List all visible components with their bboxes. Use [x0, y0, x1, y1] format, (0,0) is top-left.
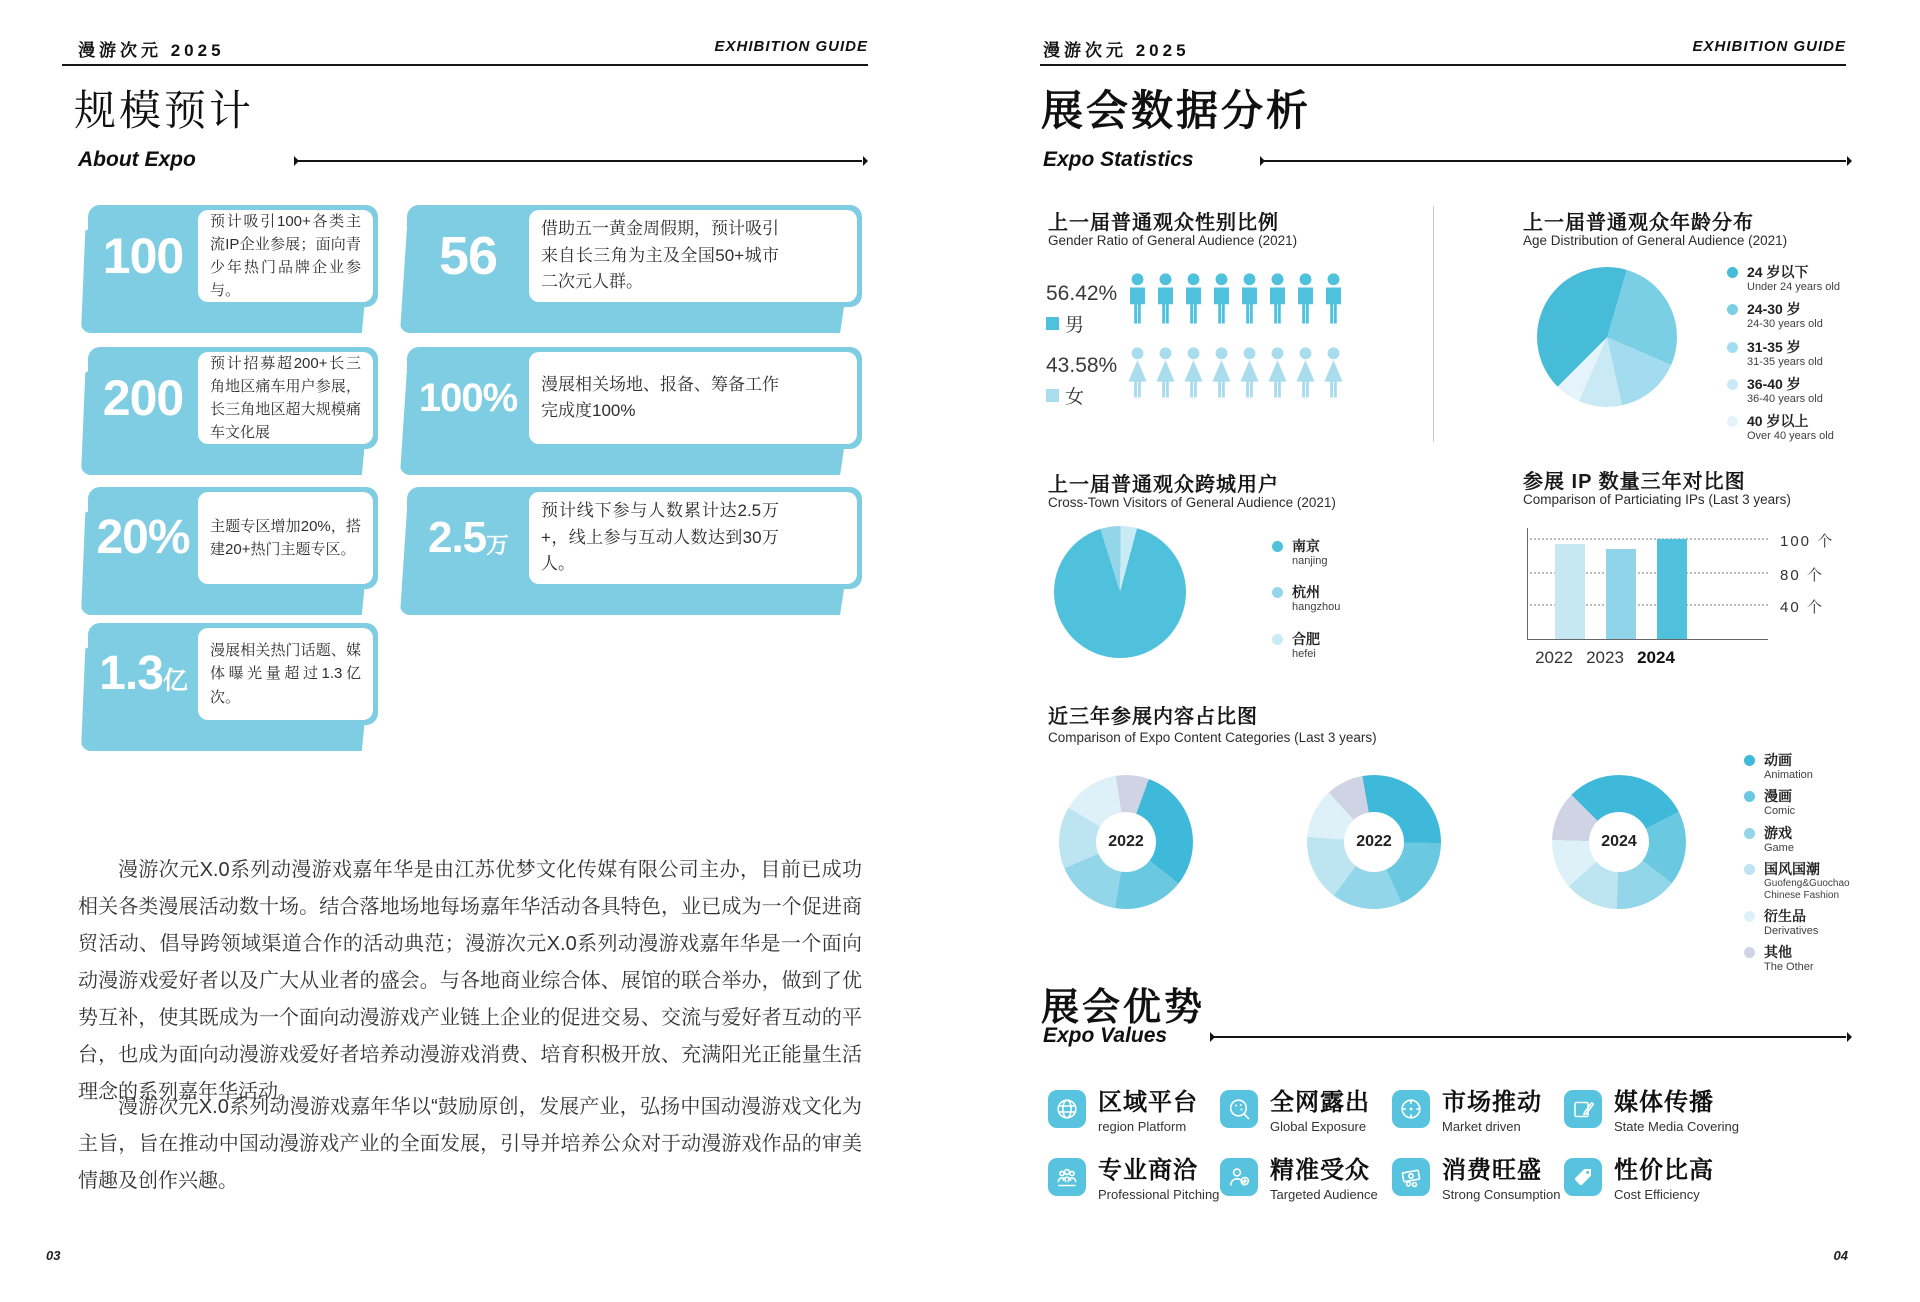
legend-item: 40 岁以上 Over 40 years old [1727, 413, 1840, 443]
intro-paragraph-1: 漫游次元X.0系列动漫游戏嘉年华是由江苏优梦文化传媒有限公司主办，目前已成功相关各类漫展活动数十场。结合落地场地每场嘉年华活动各具特色，业已成为一个促进商贸活动、倡导跨领域渠道合作的活动典范；漫游次元X.0系列动漫游戏嘉年华是一个面向动漫游戏爱好者以及广大从业者的盛会。与各地商业综合体、展馆的联合举办，做到了优势互补，使其既成为一个面向动漫游戏产业链上企业的促进交易、交流与爱好者互动的平台，也成为面向动漫游戏爱好者培养动漫游戏消费、培育积极开放、充满阳光正能量生活理念的系列嘉年华活动。 [78, 859, 862, 1103]
crosstown-section-subtitle: Cross-Town Visitors of General Audience (2021) [1048, 495, 1336, 510]
market-gauge-icon [1392, 1090, 1430, 1128]
value-item-targeted-audience [1220, 1158, 1378, 1202]
legend-item: 24 岁以下 Under 24 years old [1727, 264, 1840, 294]
legend-item: 36-40 岁 36-40 years old [1727, 376, 1840, 406]
value-en: State Media Covering [1614, 1119, 1740, 1135]
male-color-swatch [1046, 317, 1059, 330]
value-zh: 专业商洽 [1098, 1157, 1198, 1184]
brand-title-left: 漫游次元 2025 [78, 41, 225, 60]
price-tag-icon [1564, 1158, 1602, 1196]
male-key [1046, 310, 1084, 337]
x-label-2022: 2022 [1535, 648, 1573, 667]
page-subtitle-left: About Expo [78, 148, 196, 171]
age-legend [1727, 264, 1840, 443]
categories-section-title: 近三年参展内容占比图 [1048, 706, 1258, 728]
legend-item: 国风国潮 Guofeng&Guochao Chinese Fashion [1744, 861, 1856, 902]
stat-text: 主题专区增加20%，搭建20+热门主题专区。 [198, 492, 373, 584]
donut-2024 [1552, 775, 1686, 909]
male-pictograph [1126, 272, 1345, 326]
female-pictograph [1126, 346, 1345, 400]
page-number-right: 04 [1833, 1248, 1848, 1263]
stat-card-itasha [88, 347, 378, 449]
donut-label: 2024 [1601, 833, 1637, 850]
value-en: Strong Consumption [1442, 1187, 1561, 1203]
guide-label-right: EXHIBITION GUIDE [1692, 38, 1846, 55]
gender-section-subtitle: Gender Ratio of General Audience (2021) [1048, 233, 1298, 248]
value-item-global-exposure [1220, 1090, 1370, 1134]
values-title: 展会优势 [1041, 987, 1206, 1029]
page-title-right: 展会数据分析 [1041, 87, 1312, 134]
female-percentage: 43.58% [1046, 354, 1118, 377]
value-en: region Platform [1098, 1119, 1187, 1135]
stat-number: 100 [102, 228, 184, 284]
stat-card-companies [88, 205, 378, 307]
legend-item: 游戏 Game [1744, 825, 1856, 855]
y-label-80: 80 个 [1780, 567, 1824, 584]
female-color-swatch [1046, 389, 1059, 402]
crosstown-legend [1272, 538, 1340, 661]
value-item-professional-pitching [1048, 1158, 1219, 1202]
legend-item: 合肥 hefei [1272, 631, 1340, 661]
stat-text: 漫展相关场地、报备、筹备工作完成度100% [529, 352, 857, 444]
value-en: Targeted Audience [1270, 1187, 1378, 1203]
value-zh: 媒体传播 [1614, 1089, 1714, 1116]
intro-paragraph-2: 漫游次元X.0系列动漫游戏嘉年华以“鼓励原创，发展产业，弘扬中国动漫游戏文化为主旨，旨在推动中国动漫游戏产业的全面发展，引导并培养公众对于动漫游戏作品的审美情趣及创作兴趣。 [78, 1096, 862, 1192]
value-item-media-covering [1564, 1090, 1739, 1134]
value-en: Professional Pitching [1098, 1187, 1220, 1203]
male-percentage: 56.42% [1046, 282, 1118, 305]
value-en: Market driven [1442, 1119, 1521, 1135]
page-subtitle-right: Expo Statistics [1043, 148, 1194, 171]
stat-number: 20% [96, 511, 190, 564]
stat-number: 2.5 万 [427, 513, 509, 562]
x-label-2024: 2024 [1637, 648, 1675, 667]
value-item-strong-consumption [1392, 1158, 1561, 1202]
age-distribution-pie [1537, 267, 1677, 407]
legend-item: 其他 The Other [1744, 944, 1856, 974]
stat-card-media-exposure [88, 623, 378, 725]
ip-bar-chart [1527, 528, 1768, 640]
value-zh: 区域平台 [1098, 1089, 1198, 1116]
stat-text: 漫展相关热门话题、媒体曝光量超过1.3亿次。 [198, 628, 373, 720]
decor-arrow-values [1212, 1036, 1846, 1038]
legend-item: 漫画 Comic [1744, 788, 1856, 818]
money-icon [1392, 1158, 1430, 1196]
value-zh: 性价比高 [1614, 1157, 1714, 1184]
stat-number: 100% [418, 376, 518, 420]
stat-text: 借助五一黄金周假期，预计吸引来自长三角为主及全国50+城市二次元人群。 [529, 210, 857, 302]
guide-label-left: EXHIBITION GUIDE [714, 38, 868, 55]
media-pencil-icon [1564, 1090, 1602, 1128]
male-label: 男 [1065, 315, 1085, 336]
value-item-market-driven [1392, 1090, 1542, 1134]
age-section-title: 上一届普通观众年龄分布 [1523, 212, 1754, 234]
donut-label: 2022 [1356, 833, 1392, 850]
stat-card-readiness [407, 347, 862, 449]
stat-text: 预计招募超200+长三角地区痛车用户参展，长三角地区超大规模痛车文化展 [198, 352, 373, 444]
crosstown-section-title: 上一届普通观众跨城用户 [1048, 474, 1279, 496]
bar-2022 [1555, 544, 1585, 639]
x-label-2023: 2023 [1586, 648, 1624, 667]
page-number-left: 03 [46, 1248, 61, 1263]
person-plus-icon [1220, 1158, 1258, 1196]
gender-section-title: 上一届普通观众性别比例 [1048, 212, 1279, 234]
female-key [1046, 382, 1084, 409]
page-title-left: 规模预计 [74, 87, 255, 134]
age-section-subtitle: Age Distribution of General Audience (2021) [1523, 233, 1788, 248]
ip-section-title: 参展 IP 数量三年对比图 [1523, 471, 1746, 493]
people-icon [1048, 1158, 1086, 1196]
value-zh: 精准受众 [1270, 1157, 1370, 1184]
gridline-100 [1530, 538, 1768, 540]
legend-item: 24-30 岁 24-30 years old [1727, 301, 1840, 331]
stat-number: 1.3 亿 [99, 647, 187, 700]
stat-number: 200 [102, 370, 184, 426]
globe-icon [1048, 1090, 1086, 1128]
value-en: Global Exposure [1270, 1119, 1367, 1135]
legend-item: 衍生品 Derivatives [1744, 908, 1856, 938]
brand-title-right: 漫游次元 2025 [1043, 41, 1190, 60]
y-label-40: 40 个 [1780, 599, 1824, 616]
legend-item: 南京 nanjing [1272, 538, 1340, 568]
decor-arrow-right [1262, 160, 1846, 162]
broadcast-palette-icon [1220, 1090, 1258, 1128]
ip-section-subtitle: Comparison of Particiating IPs (Last 3 years) [1523, 492, 1791, 507]
values-subtitle: Expo Values [1043, 1024, 1168, 1047]
legend-item: 杭州 hangzhou [1272, 584, 1340, 614]
categories-section-subtitle: Comparison of Expo Content Categories (Last 3 years) [1048, 730, 1377, 745]
female-label: 女 [1065, 387, 1085, 408]
y-label-100: 100 个 [1780, 533, 1835, 550]
legend-item: 动画 Animation [1744, 752, 1856, 782]
stat-number: 56 [438, 226, 498, 286]
stat-card-cities [407, 205, 862, 307]
value-zh: 市场推动 [1442, 1089, 1542, 1116]
donut-2022b [1307, 775, 1441, 909]
value-zh: 全网露出 [1270, 1089, 1370, 1116]
section-divider [1433, 206, 1434, 442]
value-item-cost-efficiency [1564, 1158, 1714, 1202]
header-rule-right [1040, 64, 1846, 66]
value-en: Cost Efficiency [1614, 1187, 1700, 1203]
decor-arrow-left [296, 160, 862, 162]
stat-text: 预计吸引100+各类主流IP企业参展；面向青少年热门品牌企业参与。 [198, 210, 373, 302]
header-rule-left [62, 64, 868, 66]
bar-2024 [1657, 539, 1687, 639]
stat-card-attendance [407, 487, 862, 589]
donut-2022a [1059, 775, 1193, 909]
legend-item: 31-35 岁 31-35 years old [1727, 339, 1840, 369]
donut-label: 2022 [1108, 833, 1144, 850]
categories-legend [1744, 752, 1856, 975]
bar-2023 [1606, 549, 1636, 639]
stat-text: 预计线下参与人数累计达2.5万+，线上参与互动人数达到30万人。 [529, 492, 857, 584]
value-zh: 消费旺盛 [1442, 1157, 1542, 1184]
stat-card-theme-zones [88, 487, 378, 589]
crosstown-pie [1054, 526, 1186, 658]
value-item-region-platform [1048, 1090, 1198, 1134]
